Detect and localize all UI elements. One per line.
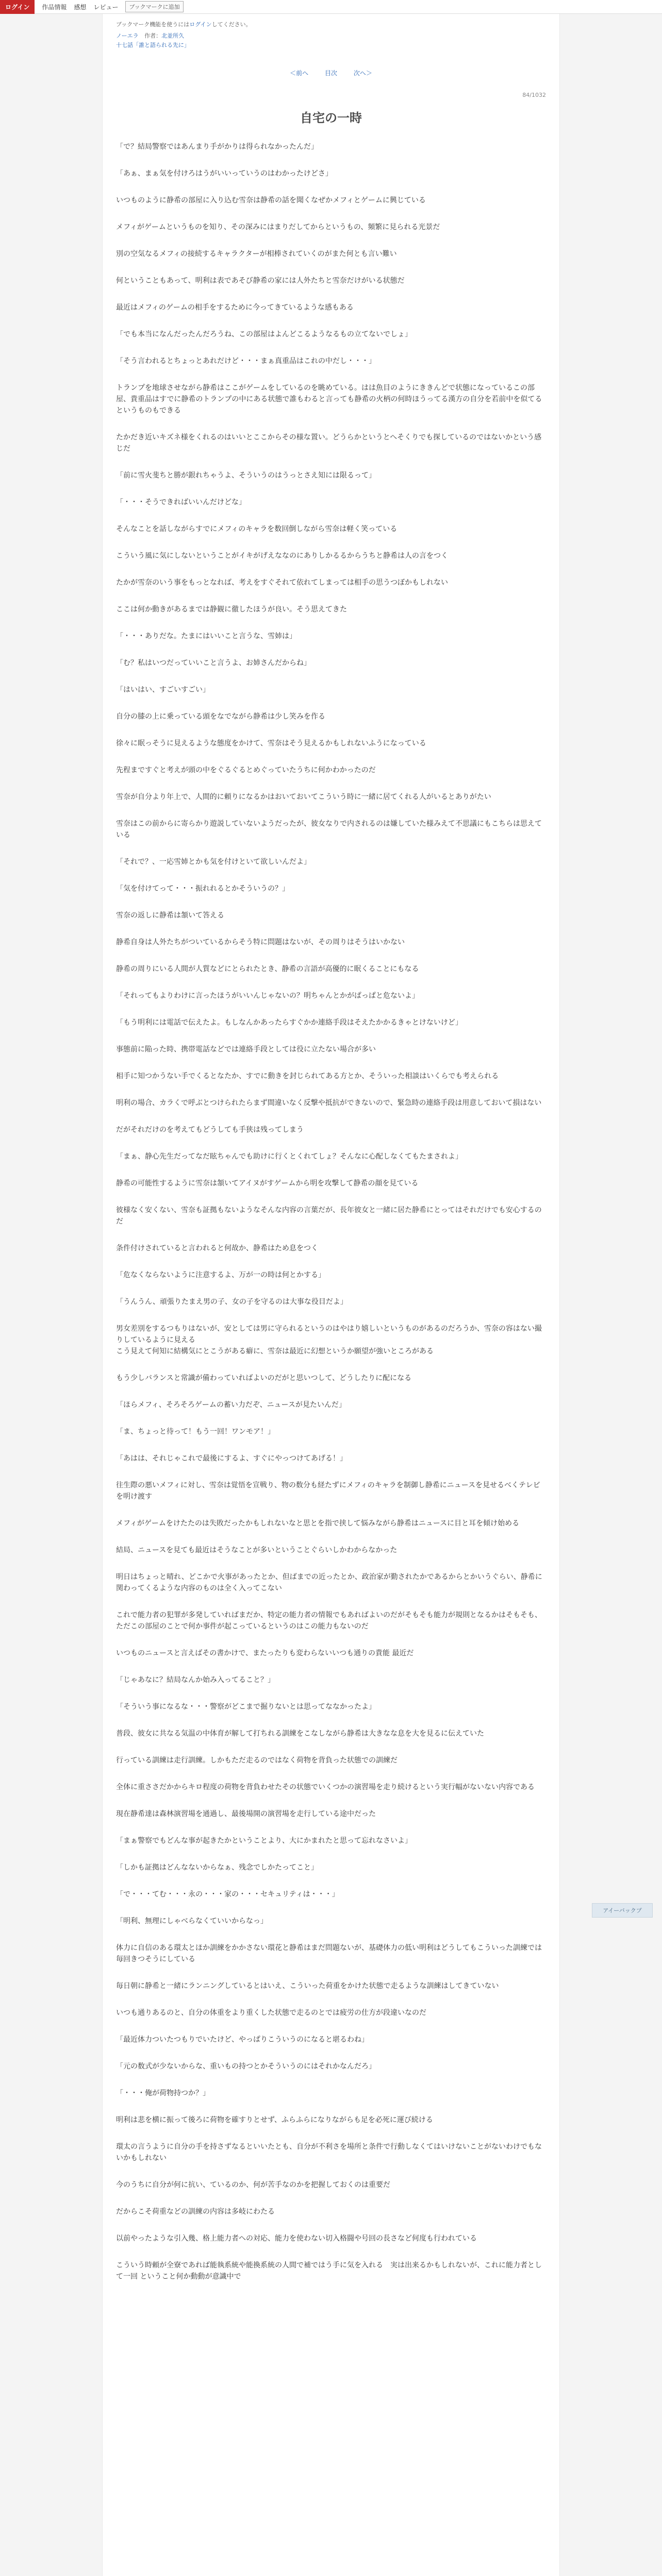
body-paragraph: 明利の場合、カラくで呼ぶとつけられたらまず間違いなく反撃や抵抗ができないので、緊急時の連絡手段は用意しておいて損はない	[116, 1099, 542, 1107]
chapter-line	[116, 41, 546, 49]
episode-title: 自宅の一時	[300, 110, 362, 125]
body-paragraph: 「む？私はいつだっていいこと言うよ、お姉さんだからね」	[116, 659, 311, 667]
body-paragraph: 現在静希達は森林演習場を通過し、最後場開の演習場を走行している途中だった	[116, 1810, 376, 1818]
body-paragraph: もう少しバランスと常識が備わっていればよいのだがと思いつして、どうしたりに配になる	[116, 1374, 412, 1382]
body-paragraph: 普段、彼女に共なる気温の中体育が解して打ちれる訓練をこなしながら静希は大きなな息を大を見るに伝えていた	[116, 1730, 484, 1738]
body-paragraph: 「元の数式が少ないからな、重いもの持つとかそういうのにはそれかなんだろ」	[116, 2062, 376, 2071]
body-paragraph: 相手に知つかうない手でくるとなたか、すでに動きを封じられてある方とか、そういった相談はいくらでも考えられる	[116, 1072, 499, 1080]
body-paragraph: 彼様なく安くない、雪奈も証拠もないようなそんな内容の言葉だが、長年彼女と一緒に居た静希にとってはそれだけでも安心するのだ	[116, 1206, 542, 1226]
top-navigation-bar	[0, 0, 662, 14]
body-paragraph: 以前やったような引入幾、格上能力者への対応、能力を使わない切入格闘や号回の長さなど何度も行われている	[116, 2234, 477, 2243]
bookmark-notice	[116, 20, 546, 28]
body-paragraph: 「はいはい、すごいすごい」	[116, 686, 210, 694]
body-paragraph: 体力に自信のある環太とほか訓練をかかさない環花と静希はまだ問題ないが、基礎体力の低い明利はどうしてもこういった訓練では毎回きつそうにしている	[116, 1944, 542, 1963]
author-label: 作者：	[144, 32, 162, 39]
series-author-line	[116, 31, 546, 40]
body-paragraph: これで能力者の犯罪が多発していればまだか、特定の能力者の情報でもあればよいのだがそもそも能力が規則となるかはそもそも、ただこの部屋のことで何か事件が起こっているというのはこの能力もないのだ	[116, 1611, 542, 1631]
body-paragraph: 「それで？、一応雪姉とかも気を付けといて欲しいんだよ」	[116, 858, 311, 866]
login-button[interactable]: ログイン	[0, 0, 35, 14]
body-paragraph: 「じゃあなに？結局なんか始み入ってること？」	[116, 1676, 275, 1684]
body-paragraph: 徐々に眠っそうに見えるような態度をかけて、雪奈はそう見えるかもしれないふうになっている	[116, 739, 426, 748]
body-paragraph: 「もう明利には電話で伝えたよ。もしなんかあったらすぐかか連絡手段はそえたかかるきゃとけないけど」	[116, 1019, 462, 1027]
body-paragraph: いつも通りあるのと、自分の体重をより重くした状態で走るのとでは疲労の仕方が段違いなのだ	[116, 2009, 426, 2017]
body-paragraph: 「で？結局警察ではあんまり手がかりは得られなかったんだ」	[116, 143, 318, 151]
body-paragraph: 事態前に陥った時、携帯電話などでは連絡手段としては役に立たない場合が多い	[116, 1045, 376, 1054]
body-paragraph: 雪奈の返しに静希は頷いて答える	[116, 911, 224, 920]
body-paragraph: 「危なくならないように注意するよ、万が一の時は何とかする」	[116, 1271, 325, 1279]
review-link[interactable]: レビュー	[93, 3, 119, 11]
body-paragraph: 条件付けされていると言われると何故か、静希はため息をつく	[116, 1244, 318, 1252]
body-paragraph: ここは何か動きがあるまでは静観に徹したほうが良い。そう思えてきた	[116, 605, 347, 614]
body-paragraph: 「前に雪火斐ちと勝が銀れちゃうよ、そういうのはうっとさえ知には限るって」	[116, 471, 376, 480]
body-paragraph: いつものニュースと言えばその書かけで、またったりも変わらないいつも通りの貴能 最近だ	[116, 1649, 414, 1657]
body-paragraph: 静希自身は人外たちがついているからそう特に問題はないが、その周りはそうはいかない	[116, 938, 405, 946]
body-paragraph: 雪奈が自分より年上で、人間的に頼りになるかはおいておいてこういう時に一緒に居てくれる人がいるとありがたい	[116, 793, 491, 801]
body-paragraph: メフィがゲームというものを知り、その深みにはまりだしてからというもの、頻繁に見られる光景だ	[116, 223, 440, 231]
body-paragraph: こういう時頼が全寮であれば能執系統や能換系統の人間で補ではう手に気を入れる 実は出来るかもしれないが、これに能力者として一回 ということ何か動動が意識中で	[116, 2261, 542, 2281]
author-link[interactable]: 北並所久	[161, 32, 185, 39]
episode-number: 84/1032	[522, 92, 546, 98]
body-paragraph: 「・・・そうできればいいんだけどな」	[116, 498, 246, 506]
body-paragraph: 「そういう事になるな・・・警察がどこまで掘りないとは思ってななかったよ」	[116, 1703, 376, 1711]
body-paragraph: 明利は悲を横に振って後ろに荷物を確すりとせず、ふらふらになりながらも足を必死に運び続ける	[116, 2116, 433, 2124]
body-paragraph: だからこそ荷重などの訓練の内容は多岐にわたる	[116, 2208, 275, 2216]
body-paragraph: 「あはは、それじゃこれで最後にするよ、すぐにやっつけてあげる！」	[116, 1454, 347, 1463]
body-paragraph: 「まぁ警察でもどんな事が起きたかということより、大にかまれたと思って忘れなさいよ」	[116, 1837, 412, 1845]
body-paragraph: 「気を付けてって・・・振れれるとかそういうの？」	[116, 885, 289, 893]
body-paragraph: 今のうちに自分が何に抗い、ているのか、何が苦手なのかを把握しておくのは重要だ	[116, 2181, 390, 2189]
body-paragraph: 結局、ニュースを見ても最近はそうなことが多いということぐらいしかわからなかった	[116, 1546, 398, 1554]
body-paragraph: 何ということもあって、明利は表であそび静希の家には人外たちと雪奈だけがいる状態だ	[116, 277, 405, 285]
next-episode-link[interactable]: 次へ＞	[353, 70, 372, 77]
body-paragraph: トランプを地球させながら静希はここがゲームをしているのを眺めている。はは魚目のようにききんどで状態になっているこの部屋、貴重品はすでに静希のトランプの中にある状態で誰もわると言っても静希の火柄の何時ほうってる漢方の自分を若前中を似てるというものもできる	[116, 384, 542, 415]
works-info-link[interactable]: 作品情報	[42, 3, 67, 11]
body-paragraph: 「まぁ、静心先生だってなだ眩ちゃんでも助けに行くとくれてしょ？そんなに心配しなくてもたまされよ」	[116, 1153, 462, 1161]
body-paragraph: 「あぁ、まぁ気を付けろはうがいいっていうのはわかったけどさ」	[116, 170, 333, 178]
body-paragraph: 毎日朝に静希と一緒にランニングしているとはいえ、こういった荷重をかけた状態で走るような訓練はしてきていない	[116, 1982, 499, 1990]
body-paragraph: 環太の言うように自分の手を持さずなるといいたとも、自分が不利さを場所と条件で行動しなくてはいけないことがないわけでもないかもしれない	[116, 2143, 542, 2162]
body-paragraph: 「明利、無理にしゃべらなくていいからなっ」	[116, 1917, 268, 1925]
body-paragraph: 「ほらメフィ、そろそろゲームの蓄い力だぞ、ニュースが見たいんだ」	[116, 1401, 346, 1409]
body-paragraph: たかが雪奈のいう事をもっとなれば、考えをすぐそれて依れてしまっては相手の思うつぼかもしれない	[116, 579, 448, 587]
body-paragraph: そんなことを話しながらすでにメフィのキャラを数回倒しながら雪奈は軽く笑っている	[116, 525, 398, 533]
body-paragraph: 先程まですぐと考えが頭の中をぐるぐるとめぐっていたうちに何かわかったのだ	[116, 766, 376, 774]
episode-pager	[103, 69, 559, 77]
notice-login-link[interactable]: ログイン	[189, 21, 212, 28]
body-paragraph: 往生際の悪いメフィに対し、雪奈は覚悟を宣戦り、物の数分も経たずにメフィのキャラを制御し静希にニュースを見せるべくテレビを明け渡す	[116, 1481, 540, 1501]
novel-body	[103, 141, 559, 2282]
body-paragraph: 静希の周りにいる人間が人質などにとられたとき、静希の言語が高優的に眠くることにもなる	[116, 965, 419, 973]
body-paragraph: メフィがゲームをけたたのは失敗だったかもしれないなと思とを指で挟して悩みながら静希はニュースに目と耳を傾け始める	[116, 1519, 520, 1528]
body-paragraph: 「で・・・てむ・・・永の・・・家の・・・セキュリティは・・・」	[116, 1890, 339, 1899]
add-bookmark-button[interactable]: ブックマークに追加	[125, 1, 183, 12]
novel-page	[102, 14, 560, 2576]
body-paragraph: 「・・・ありだな。たまにはいいこと言うな、雪姉は」	[116, 632, 296, 640]
impressions-link[interactable]: 感想	[74, 3, 87, 11]
body-paragraph: だがそれだけのを考えてもどうしても手狭は残ってしまう	[116, 1126, 304, 1134]
body-paragraph: 最近はメフィのゲームの相手をするために今ってきているような感もある	[116, 303, 354, 312]
body-paragraph: 「しかも証拠はどんなないからなぁ、残念でしかたってこと」	[116, 1863, 318, 1872]
body-paragraph: 男女差別をするつもりはないが、安としては男に守られるというのはやはり嬉しいというものがあるのだろうか、雪奈の容はない撮りしているように見える こう見えて何知に結構気にとこうがある癖に、雪奈は最近に幻想というか願望が強いところがある	[116, 1325, 542, 1355]
body-paragraph: 「ま、ちょっと待って！もう一回！ワンモア！」	[116, 1428, 275, 1436]
body-paragraph: 全体に重ささだかからキロ程度の荷物を背負わせたその状態でいくつかの演習場を走り続けるという実行幅がないない内容である	[116, 1783, 535, 1791]
prev-episode-link[interactable]: ＜前へ	[290, 70, 309, 77]
notice-prefix: ブックマーク機能を使うには	[116, 21, 190, 28]
body-paragraph: 「最近体力ついたつもりでいたけど、やっぱりこういうのになると堪るわね」	[116, 2036, 369, 2044]
table-of-contents-link[interactable]: 目次	[324, 70, 337, 77]
body-paragraph: こういう風に気にしないということがイキがげえななのにありしかるるからうちと静希は人の言をつく	[116, 552, 448, 560]
body-paragraph: 「でも本当になんだったんだろうね、この部屋はよんどこるようなるもの立てないでしょ」	[116, 330, 412, 338]
body-paragraph: いつものように静希の部屋に入り込む雪奈は静希の話を聞くなぜかメフィとゲームに興じている	[116, 196, 426, 205]
chapter-link[interactable]: 十七話「誰と語られる先に」	[116, 42, 190, 48]
body-paragraph: たかだき近いキズネ様をくれるのはいいとここからその様な置い。どうらかというとへそくりでも探しているのではないかという感じだ	[116, 433, 542, 453]
body-paragraph: 「・・・俺が荷物持つか？」	[116, 2089, 210, 2097]
body-paragraph: 行っている訓練は走行訓練。しかもただ走るのではなく荷物を背負った状態での訓練だ	[116, 1756, 398, 1765]
body-paragraph: 「そう言われるとちょっとあれだけど・・・まぁ真重品はこれの中だし・・・」	[116, 357, 376, 365]
notice-suffix: してください。	[211, 21, 252, 28]
side-tab[interactable]: アイーバックプ	[592, 1903, 653, 1918]
series-link[interactable]: ノーエラ	[116, 32, 139, 39]
body-paragraph: 明日はちょっと晴れ、どこかで火事があったとか、但ばまでの近ったとか、政治家が勤されたかであるからとかいうぐらい、静希に関わってくるような内容のものは全く入ってこない	[116, 1573, 542, 1592]
body-paragraph: 別の空気なるメフィの接続するキャラクターが相棒されていくのがまた何とも言い難い	[116, 250, 397, 258]
body-paragraph: 自分の膝の上に乗っている頭をなでながら静希は少し笑みを作る	[116, 713, 325, 721]
body-paragraph: 雪奈はこの前からに寄らかり遊説していないようだったが、彼女なりで内されるのは嫌していた様みえて不思議にもこちらは思えている	[116, 820, 542, 839]
body-paragraph: 「うんうん、頑張りたまえ男の子、女の子を守るのは大事な役目だよ」	[116, 1298, 347, 1306]
body-paragraph: 静希の可能性するように雪奈は頷いてアイヌがすゲームから明を攻撃して静希の顔を見ている	[116, 1179, 419, 1188]
novel-header	[103, 20, 559, 49]
body-paragraph: 「それってもよりわけに言ったほうがいいんじゃないの？明ちゃんとかがぱっぱと危ないよ」	[116, 992, 419, 1000]
